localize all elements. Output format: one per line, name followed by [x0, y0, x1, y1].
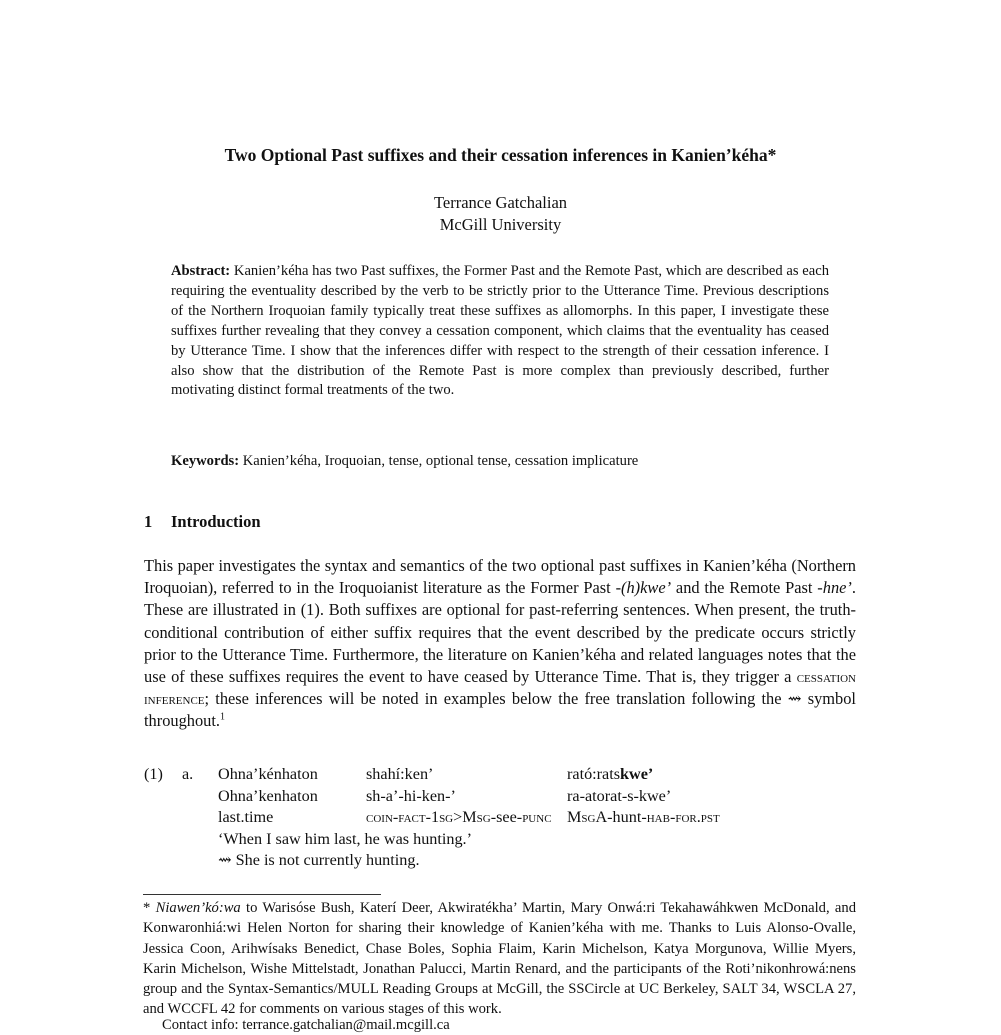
footnote-divider: [143, 894, 381, 895]
gloss-abbrev: punc: [522, 808, 552, 826]
gloss-word: [567, 807, 720, 829]
gloss-text: -see-: [490, 808, 523, 826]
former-past-suffix: -(h)kwe’: [615, 578, 672, 598]
remote-past-suffix: -hne’: [817, 578, 852, 598]
gloss-stem: rató:rats: [567, 765, 621, 783]
gloss-word: Ohna’kenhaton: [218, 786, 318, 805]
gloss-abbrev: sg: [476, 808, 491, 826]
intro-text: and the Remote Past: [671, 578, 818, 598]
gloss-abbrev: hab-for.pst: [646, 808, 720, 826]
gloss-suffix-bold: kwe’: [620, 765, 654, 783]
intro-text: ; these inferences will be noted in examples below the free translation following the ⇝ symbol throughout.: [144, 689, 856, 731]
gloss-text: >M: [453, 808, 477, 826]
author-name: Terrance Gatchalian: [433, 193, 568, 212]
intro-text: This paper investigates the syntax and semantics of the two optional past suffixes in Kanien’kéha (Northern Iroquoian), referred to in the Iroquoianist literature as the Former Past: [144, 556, 856, 598]
footnote-ref[interactable]: 1: [220, 711, 226, 723]
gloss-line-morphemes: [218, 786, 918, 808]
cessation-inference-line: ⇝ She is not currently hunting.: [218, 851, 420, 869]
gloss-text: M: [567, 808, 582, 826]
gloss-word: [567, 764, 653, 786]
footnote-marker: *: [143, 900, 156, 916]
contact-info: Contact info: terrance.gatchalian@mail.mcgill.ca: [162, 1017, 450, 1033]
keywords-text: Kanien’kéha, Iroquoian, tense, optional tense, cessation implicature: [242, 453, 639, 469]
gloss-line-glosses: [218, 807, 918, 829]
free-translation: ‘When I saw him last, he was hunting.’: [218, 829, 472, 848]
section-heading: [144, 512, 261, 532]
section-title: Introduction: [171, 512, 261, 531]
intro-text: . These are illustrated in (1). Both suffixes are optional for past-referring sentences. When present, the truth-conditional contribution of either suffix requires that the event described by the predicate occurs strictly prior to the Utterance Time. Furthermore, the literature on Kanien’kéha and related languages notes that the use of these suffixes requires the event to have ceased by Utterance Time. That is, they trigger a: [144, 578, 856, 687]
footnote-text: to Warisóse Bush, Katerí Deer, Akwiratékha’ Martin, Mary Onwá:ri Tekahawáhkwen McDonald, and Konwaronhiá:wi Helen Norton for sharing their knowledge of Kanien’kéha with me. Thanks to Luis Alonso-Ovalle, Jessica Coon, Arihwísaks Benedict, Chase Boles, Sophia Flaim, Karin Michelson, Katya Morgunova, Willie Myers, Karin Michelson, Wishe Mittelstadt, Jonathan Palucci, Martin Renard, and the participants of the Roti’nikonhrowá:nens group and the Syntax-Semantics/MULL Reading Groups at McGill, the SSCircle at UC Berkeley, SALT 34, WSCLA 27, and WCCFL 42 for comments on various stages of this work.: [143, 900, 856, 1018]
intro-paragraph: [144, 555, 856, 733]
abstract-label: Abstract:: [171, 263, 231, 279]
gloss-line-orthographic: [218, 764, 918, 786]
keywords: [171, 451, 831, 471]
example-letter: a.: [182, 765, 194, 783]
gloss-abbrev: sg: [581, 808, 596, 826]
gloss-word: shahí:ken’: [366, 765, 434, 783]
abstract: [171, 262, 829, 401]
gloss-word: Ohna’kénhaton: [218, 765, 318, 783]
cessation-inference-term: cessation inference: [144, 667, 856, 709]
footnote-italic-thanks: Niawen’kó:wa: [155, 900, 241, 916]
author-block: [0, 192, 1001, 236]
gloss-word: [366, 807, 552, 829]
paper-title: Two Optional Past suffixes and their cessation inferences in Kanien’kéha*: [224, 145, 777, 165]
abstract-text: Kanien’kéha has two Past suffixes, the Former Past and the Remote Past, which are described as each requiring the eventuality described by the verb to be strictly prior to the Utterance Time. Previous descriptions of the Northern Iroquoian family typically treat these suffixes as allomorphs. In this paper, I investigate these suffixes further revealing that they convey a cessation component, which claims that the eventuality has ceased by Utterance Time. I show that the inferences differ with respect to the strength of their cessation inference. I also show that the distribution of the Remote Past is more complex than previously described, further motivating distinct formal treatments of the two.: [171, 263, 829, 399]
example-number: (1): [144, 765, 163, 783]
author-affiliation: McGill University: [439, 215, 562, 234]
interlinear-gloss: [218, 764, 918, 872]
footnote-acknowledgements: [143, 898, 856, 1020]
keywords-label: Keywords:: [171, 453, 240, 469]
gloss-abbrev: coin-fact-1sg: [366, 808, 454, 826]
gloss-word: last.time: [218, 808, 274, 826]
gloss-word: ra-atorat-s-kwe’: [567, 786, 672, 805]
section-number: 1: [144, 512, 153, 531]
gloss-word: sh-a’-hi-ken-’: [366, 786, 456, 805]
gloss-text: A-hunt-: [595, 808, 647, 826]
